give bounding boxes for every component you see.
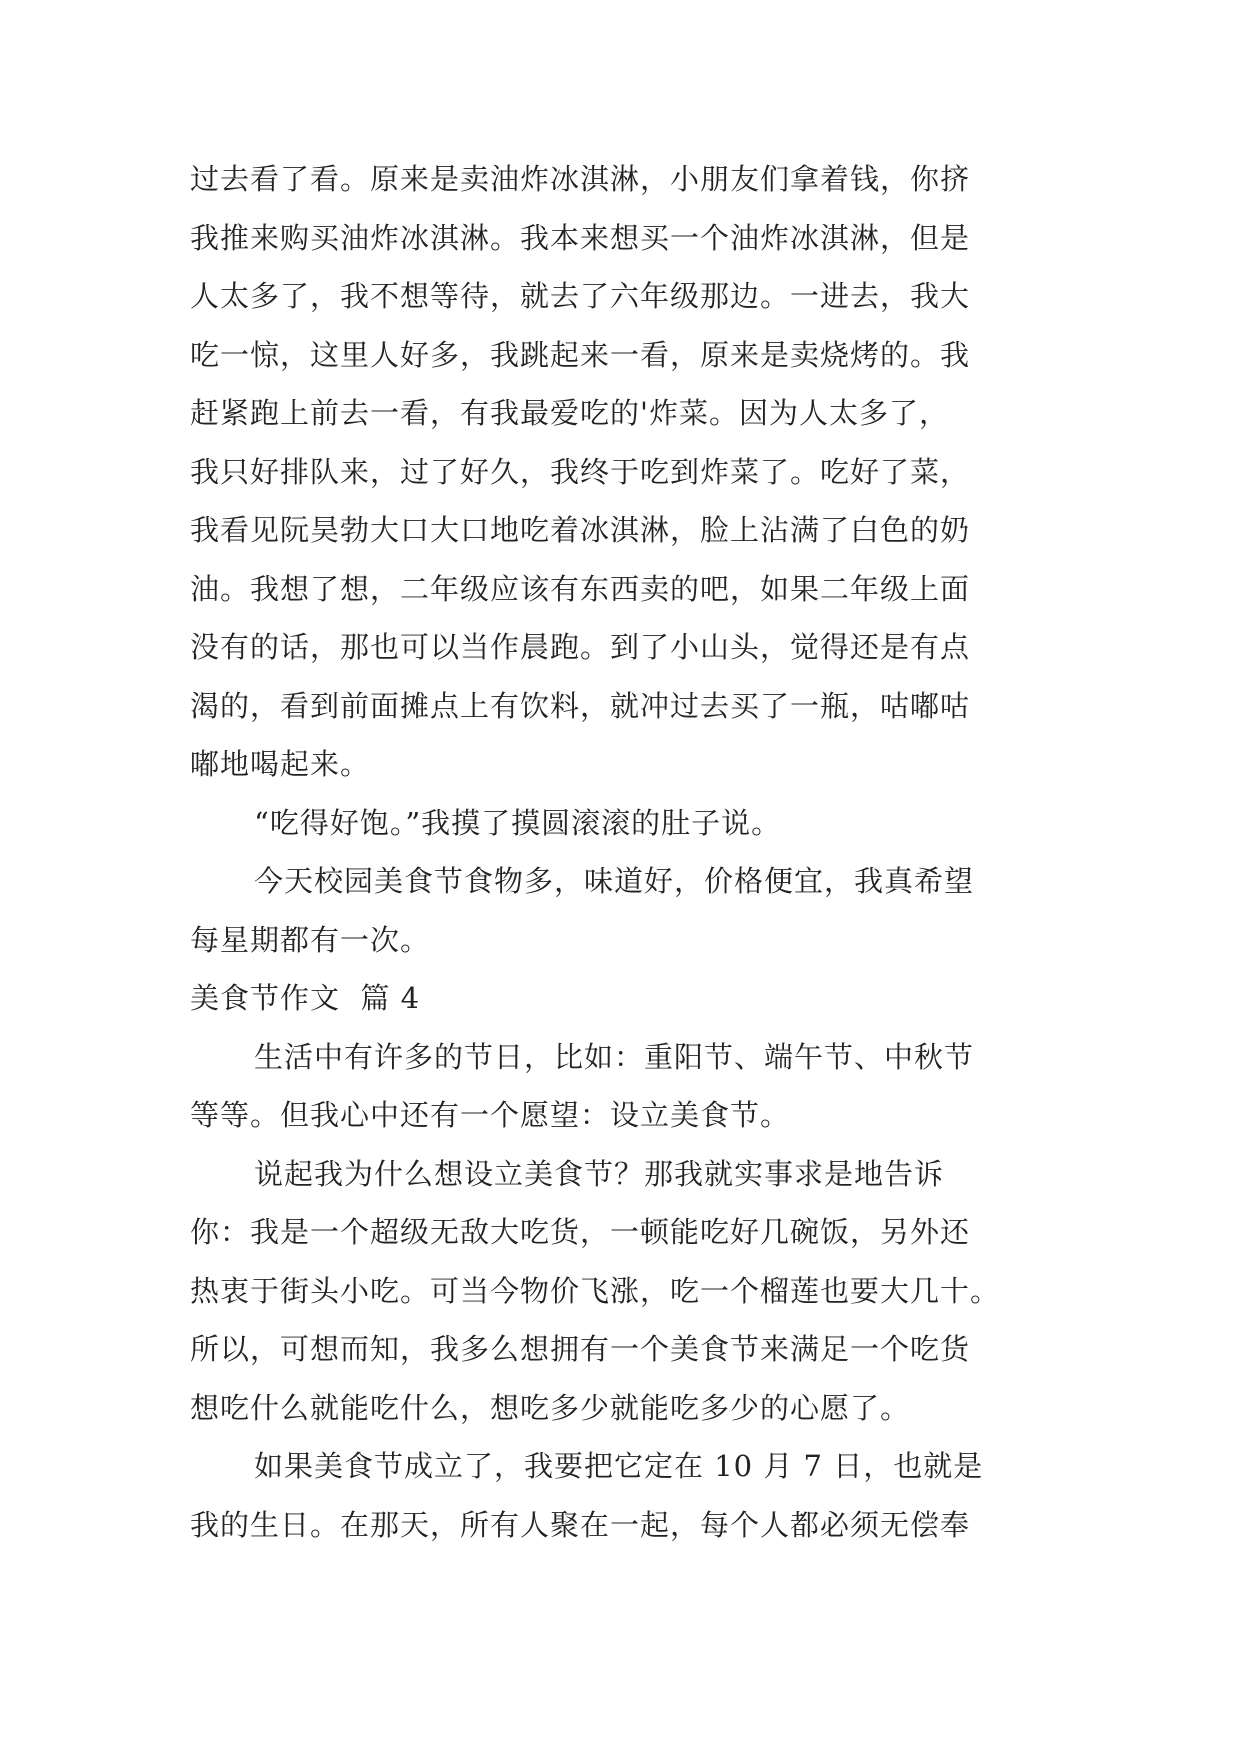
paragraph-intro — [190, 150, 1060, 794]
text-line: 没有的话，那也可以当作晨跑。到了小山头，觉得还是有点 — [190, 630, 971, 664]
text-line: 油。我想了想，二年级应该有东西卖的吧，如果二年级上面 — [190, 571, 971, 606]
paragraph-reason — [190, 1145, 1060, 1438]
text-line: 你：我是一个超级无敌大吃货，一顿能吃好几碗饭，另外还 — [190, 1215, 971, 1249]
text-line: 热衷于街头小吃。可当今物价飞涨，吃一个榴莲也要大几十。 — [190, 1273, 1001, 1308]
text-line: 今天校园美食节食物多，味道好，价格便宜，我真希望 — [254, 864, 975, 898]
text-line: 赶紧跑上前去一看，有我最爱吃的'炸菜。因为人太多了， — [190, 396, 949, 430]
text-line: 所以，可想而知，我多么想拥有一个美食节来满足一个吃货 — [190, 1332, 971, 1366]
paragraph-conclusion — [190, 852, 1060, 969]
section-heading: 美食节作文 篇 4 — [190, 981, 421, 1015]
paragraph-holidays — [190, 1028, 1060, 1145]
text-line: 嘟地喝起来。 — [190, 747, 371, 781]
paragraph-plan — [190, 1437, 1060, 1554]
text-line: 我只好排队来，过了好久，我终于吃到炸菜了。吃好了菜， — [190, 454, 971, 489]
text-line: 我的生日。在那天，所有人聚在一起，每个人都必须无偿奉 — [190, 1507, 971, 1542]
text-line: 等等。但我心中还有一个愿望：设立美食节。 — [190, 1098, 791, 1132]
text-line: 每星期都有一次。 — [190, 922, 431, 957]
text-line: 说起我为什么想设立美食节？那我就实事求是地告诉 — [254, 1156, 945, 1191]
text-line: 如果美食节成立了，我要把它定在 10 月 7 日，也就是 — [254, 1449, 984, 1483]
text-line: 人太多了，我不想等待，就去了六年级那边。一进去，我大 — [190, 279, 971, 313]
text-line: “吃得好饱。”我摸了摸圆滚滚的肚子说。 — [254, 805, 782, 840]
text-line: 过去看了看。原来是卖油炸冰淇淋，小朋友们拿着钱，你挤 — [190, 162, 971, 196]
text-line: 我看见阮昊勃大口大口地吃着冰淇淋，脸上沾满了白色的奶 — [190, 513, 971, 547]
paragraph-full — [190, 794, 1060, 853]
text-line: 渴的，看到前面摊点上有饮料，就冲过去买了一瓶，咕嘟咕 — [190, 688, 971, 723]
text-line: 生活中有许多的节日，比如：重阳节、端午节、中秋节 — [254, 1039, 975, 1074]
text-line: 我推来购买油炸冰淇淋。我本来想买一个油炸冰淇淋，但是 — [190, 220, 971, 255]
text-line: 吃一惊，这里人好多，我跳起来一看，原来是卖烧烤的。我 — [190, 337, 971, 372]
text-line: 想吃什么就能吃什么，想吃多少就能吃多少的心愿了。 — [190, 1390, 911, 1425]
document-page — [190, 150, 1060, 1554]
